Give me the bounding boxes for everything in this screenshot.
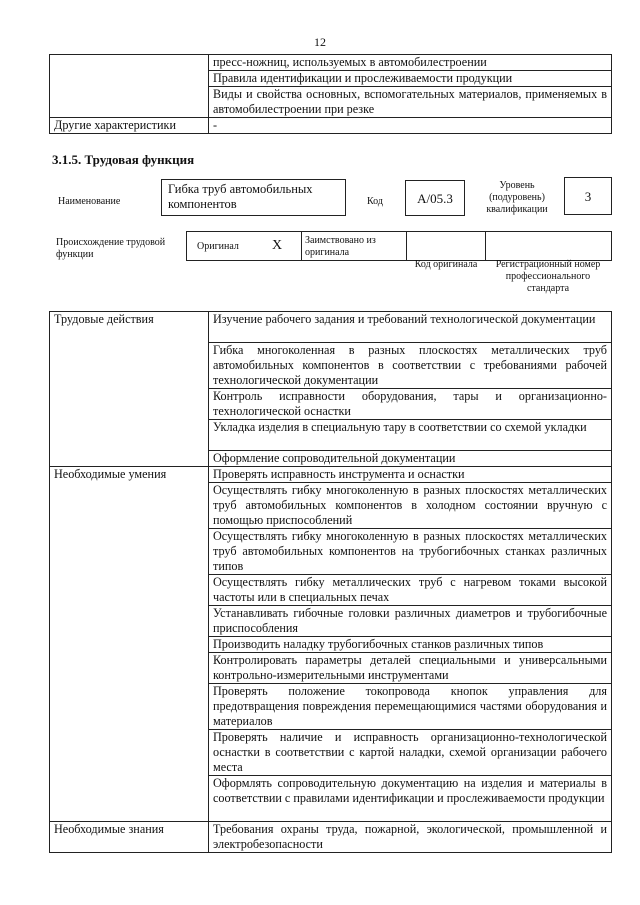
item-text: Контроль исправности оборудования, тары и организационно-технологической оснастки: [209, 389, 612, 420]
row-text: пресс-ножниц, используемых в автомобилестроении: [209, 55, 612, 71]
name-value: Гибка труб автомобильных компонентов: [161, 179, 346, 216]
continuation-table: [49, 54, 612, 134]
item-text: Осуществлять гибку металлических труб с нагревом токами высокой частоты или в специальных печах: [209, 575, 612, 606]
origin-label: Происхождение трудовой функции: [56, 237, 166, 260]
original-mark: X: [272, 238, 283, 253]
item-text: Проверять наличие и исправность организационно-технологической оснастки в соответствии с картой наладки, схемой организации рабочего места: [209, 730, 612, 776]
borrowed-label: Заимствовано из оригинала: [301, 231, 407, 261]
table-row: [50, 822, 612, 853]
row-text: -: [209, 118, 612, 134]
level-label: Уровень (подуровень) квалификации: [486, 180, 548, 215]
code-label: Код: [367, 196, 383, 207]
item-text: Осуществлять гибку многоколенную в разных плоскостях металлических труб автомобильных компонентов в холодном состоянии вручную с помощью приспособлений: [209, 483, 612, 529]
section-label: Необходимые умения: [50, 467, 209, 822]
item-text: Производить наладку трубогибочных станков различных типов: [209, 637, 612, 653]
item-text: Контролировать параметры деталей специальными и универсальными контрольно-измерительными инструментами: [209, 653, 612, 684]
section-label: Трудовые действия: [50, 312, 209, 467]
labor-function-table: [49, 311, 612, 853]
item-text: Проверять исправность инструмента и оснастки: [209, 467, 612, 483]
item-text: Устанавливать гибочные головки различных диаметров и трубогибочные приспособления: [209, 606, 612, 637]
original-cell: [186, 231, 302, 261]
item-text: Проверять положение токопровода кнопок управления для предотвращения повреждения перемещающимися частями оборудования и материалов: [209, 684, 612, 730]
item-text: Оформление сопроводительной документации: [209, 451, 612, 467]
level-value: 3: [564, 177, 612, 215]
row-label: Другие характеристики: [50, 118, 209, 134]
code-value: A/05.3: [405, 180, 465, 216]
row-text: Правила идентификации и прослеживаемости продукции: [209, 71, 612, 87]
table-row: [50, 55, 612, 71]
section-label: Необходимые знания: [50, 822, 209, 853]
code-original-cell: [406, 231, 486, 261]
table-row: [50, 467, 612, 483]
row-text: Виды и свойства основных, вспомогательных материалов, применяемых в автомобилестроении при резке: [209, 87, 612, 118]
item-text: Оформлять сопроводительную документацию на изделия и материалы в соответствии с правилами идентификации и прослеживаемости продукции: [209, 776, 612, 822]
code-original-label: Код оригинала: [414, 259, 478, 270]
item-text: Осуществлять гибку многоколенную в разных плоскостях металлических труб автомобильных компонентов на трубогибочных станках различных типов: [209, 529, 612, 575]
item-text: Изучение рабочего задания и требований технологической документации: [209, 312, 612, 343]
page-number: 12: [314, 35, 326, 49]
reg-number-label: Регистрационный номер профессионального стандарта: [495, 259, 601, 294]
item-text: Укладка изделия в специальную тару в соответствии со схемой укладки: [209, 420, 612, 451]
row-label: [50, 55, 209, 118]
name-label: Наименование: [58, 196, 121, 207]
original-label: Оригинал: [197, 241, 239, 252]
reg-number-cell: [485, 231, 612, 261]
item-text: Гибка многоколенная в разных плоскостях металлических труб автомобильных компонентов в соответствии с требованиями рабочей технологической документации: [209, 343, 612, 389]
item-text: Требования охраны труда, пожарной, экологической, промышленной и электробезопасности: [209, 822, 612, 853]
table-row: [50, 118, 612, 134]
section-title: 3.1.5. Трудовая функция: [52, 152, 195, 167]
table-row: [50, 312, 612, 343]
